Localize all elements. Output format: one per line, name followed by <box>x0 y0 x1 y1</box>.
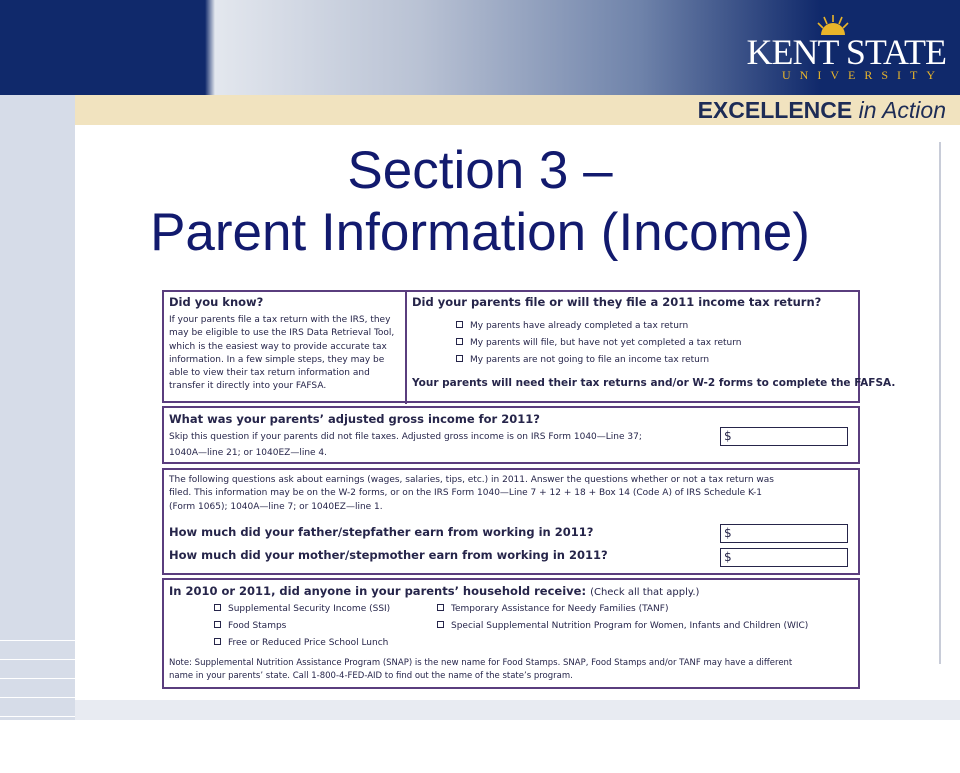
father-earnings-field[interactable]: $ <box>720 524 848 543</box>
title-line-2: Parent Information (Income) <box>150 203 810 262</box>
benefits-box <box>162 578 860 689</box>
logo-subtext: UNIVERSITY <box>782 68 944 82</box>
checkbox[interactable] <box>456 321 463 328</box>
benefit-option[interactable]: Free or Reduced Price School Lunch <box>214 637 388 650</box>
tax-return-option[interactable]: My parents will file, but have not yet completed a tax return <box>456 337 742 350</box>
checkbox[interactable] <box>456 355 463 362</box>
left-decor-strip <box>0 95 75 720</box>
agi-amount-field[interactable]: $ <box>720 427 848 446</box>
earnings-intro: The following questions ask about earnings (wages, salaries, tips, etc.) in 2011. Answer the questions whether or not a tax return was filed. This information may be on the W-2 forms, or on the IRS Form 1040—Line 7 + 12 + 18 + Box 14 (Code A) of IRS Schedule K-1 (Form 1065); 1040A—line 7; or 1040EZ—line 1. <box>169 475 774 512</box>
checkbox[interactable] <box>214 638 221 645</box>
tagline-bold: EXCELLENCE <box>697 97 853 123</box>
agi-question: What was your parents’ adjusted gross income for 2011? <box>169 412 540 426</box>
checkbox[interactable] <box>456 338 463 345</box>
benefits-question: In 2010 or 2011, did anyone in your parents’ household receive: (Check all that apply.) <box>169 584 700 598</box>
tax-return-note: Your parents will need their tax returns and/or W-2 forms to complete the FAFSA. <box>412 377 896 389</box>
benefit-option[interactable]: Supplemental Security Income (SSI) <box>214 603 390 616</box>
slide-title <box>80 140 880 264</box>
benefits-note: Note: Supplemental Nutrition Assistance Program (SNAP) is the new name for Food Stamps. SNAP, Food Stamps and/or TANF may have a different name in your parents’ state. Call 1-800-4-FED-AID to find out the name of the state’s program. <box>169 658 793 682</box>
bottom-strip <box>75 700 960 720</box>
tax-return-box <box>162 290 896 403</box>
did-you-know-heading: Did you know? <box>169 295 264 309</box>
tagline-band <box>75 95 960 125</box>
earnings-box <box>162 468 860 575</box>
checkbox[interactable] <box>437 604 444 611</box>
kent-state-logo <box>716 14 946 84</box>
benefit-option[interactable]: Food Stamps <box>214 620 286 633</box>
tax-return-question: Did your parents file or will they file a 2011 income tax return? <box>412 295 822 309</box>
mother-earnings-question: How much did your mother/stepmother earn from working in 2011? <box>169 548 608 562</box>
tagline-italic: in Action <box>858 97 946 123</box>
father-earnings-question: How much did your father/stepfather earn from working in 2011? <box>169 525 594 539</box>
benefit-option[interactable]: Special Supplemental Nutrition Program for Women, Infants and Children (WIC) <box>437 620 808 633</box>
mother-earnings-field[interactable]: $ <box>720 548 848 567</box>
did-you-know-text: If your parents file a tax return with the IRS, they may be eligible to use the IRS Data Retrieval Tool, which is the easiest way to provide accurate tax information. In a few simple steps, they may be able to view their tax return information and transfer it directly into your FAFSA. <box>169 315 395 392</box>
agi-instructions: Skip this question if your parents did not file taxes. Adjusted gross income is on IRS Form 1040—Line 37; 1040A—line 21; or 1040EZ—line 4. <box>169 432 642 459</box>
tax-return-option[interactable]: My parents have already completed a tax return <box>456 320 688 333</box>
tax-return-option[interactable]: My parents are not going to file an income tax return <box>456 354 709 367</box>
checkbox[interactable] <box>437 621 444 628</box>
checkbox[interactable] <box>214 621 221 628</box>
benefit-option[interactable]: Temporary Assistance for Needy Families (TANF) <box>437 603 668 616</box>
logo-wordmark: KENT STATE <box>746 32 946 72</box>
right-rule <box>939 142 941 664</box>
agi-box <box>162 406 860 464</box>
title-line-1: Section 3 – <box>347 141 613 200</box>
checkbox[interactable] <box>214 604 221 611</box>
tagline <box>698 97 946 124</box>
